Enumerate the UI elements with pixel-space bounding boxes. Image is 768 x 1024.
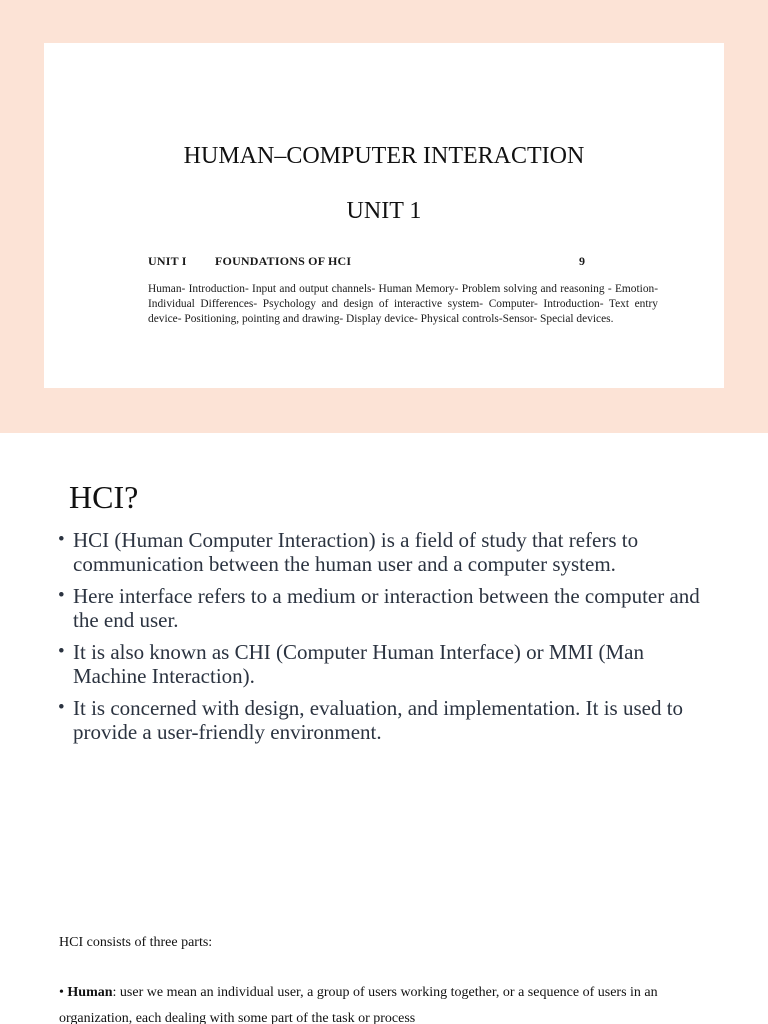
syllabus-scan (148, 254, 658, 327)
syllabus-body: Human- Introduction- Input and output channels- Human Memory- Problem solving and reasoning - Emotion- Individual Differences- Psychology and design of interactive system- Computer- Introduction- Text entry device- Positioning, pointing and drawing- Display device- Physical controls-Sensor- Special devices. (148, 283, 658, 325)
slide-title: HUMAN–COMPUTER INTERACTION (183, 143, 585, 169)
bullet-icon: • (58, 529, 65, 550)
bullet-item (58, 528, 718, 576)
bullet-text: It is concerned with design, evaluation, and implementation. It is used to provide a user-friendly environment. (73, 696, 684, 744)
bullet-icon: • (58, 641, 65, 662)
notes-intro: HCI consists of three parts: (59, 935, 213, 950)
hci-bullet-list (58, 528, 718, 752)
hci-heading: HCI? (69, 479, 139, 515)
syllabus-hours: 9 (579, 254, 586, 268)
syllabus-header (148, 254, 658, 272)
syllabus-unit: UNIT I (148, 254, 187, 268)
notes-bullet-icon: • (59, 985, 64, 1000)
bullet-text: HCI (Human Computer Interaction) is a field of study that refers to communication between the human user and a computer system. (73, 528, 639, 576)
bullet-item (58, 696, 718, 744)
hci-slide (0, 433, 768, 863)
bullet-text: It is also known as CHI (Computer Human Interface) or MMI (Man Machine Interaction). (73, 640, 644, 688)
bullet-icon: • (58, 697, 65, 718)
bullet-text: Here interface refers to a medium or interaction between the computer and the end user. (73, 584, 700, 632)
notes-item (59, 980, 729, 1024)
bullet-item (58, 640, 718, 688)
bullet-icon: • (58, 585, 65, 606)
slide-subtitle: UNIT 1 (346, 198, 422, 224)
syllabus-topic: FOUNDATIONS OF HCI (215, 254, 352, 268)
bullet-item (58, 584, 718, 632)
notes-section (59, 930, 729, 1024)
notes-definition: : user we mean an individual user, a group of users working together, or a sequence of users in an organization, each dealing with some part of the task or process (59, 985, 658, 1024)
notes-term: Human (67, 985, 113, 1000)
